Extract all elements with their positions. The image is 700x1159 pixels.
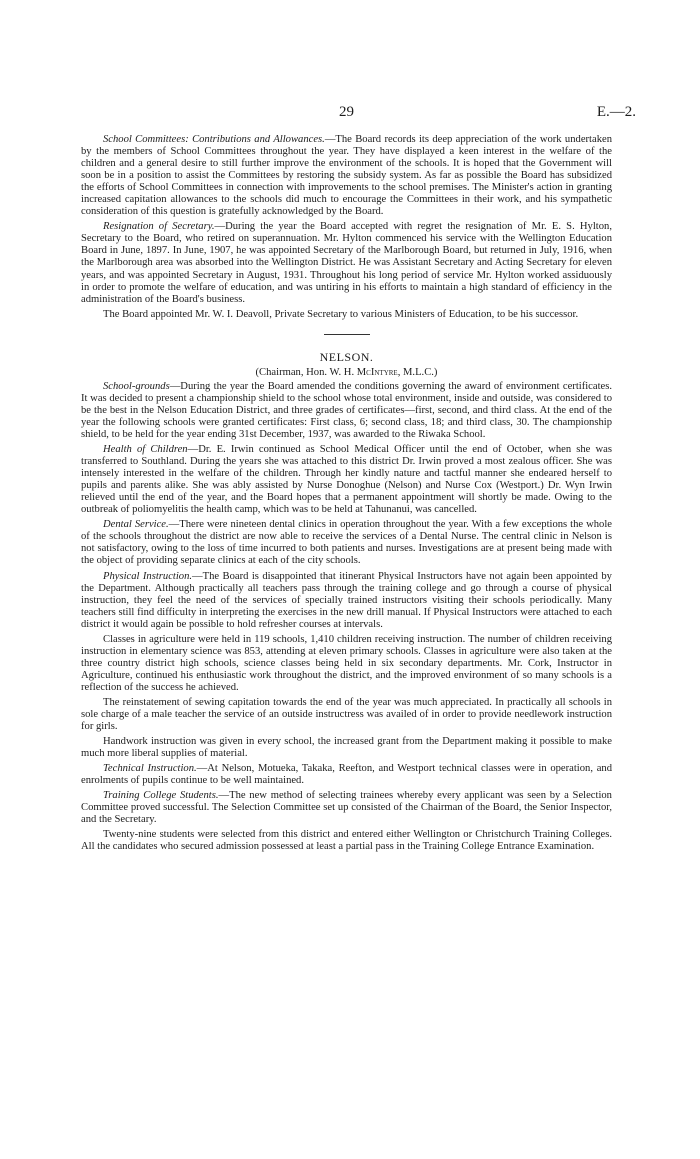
paragraph-handwork: [81, 736, 612, 760]
document-reference: E.—2.: [596, 104, 636, 120]
paragraph-dental: [81, 519, 612, 567]
paragraph-heading: School-grounds: [103, 380, 170, 392]
paragraph-health: [81, 444, 612, 516]
paragraph-school-grounds: [81, 381, 612, 441]
paragraph-sewing: [81, 697, 612, 733]
paragraph-technical: [81, 763, 612, 787]
paragraph-text: The reinstatement of sewing capitation towards the end of the year was much appreciated. In practically all schools in sole charge of a male teacher the service of an outside instructress was availed of in order to provide needlework instruction for girls.: [81, 696, 612, 733]
paragraph-text: The Board appointed Mr. W. I. Deavoll, Private Secretary to various Ministers of Education, to be his successor.: [103, 308, 579, 320]
paragraph-text: —There were nineteen dental clinics in operation throughout the year. With a few exceptions the whole of the schools throughout the district are now able to receive the services of a Dental Nurse. The central clinic in Nelson is not satisfactory, owing to the loss of time incurred to both patients and nurses. Investigations are at present being made with the object of providing separate clinics at each of the city schools.: [81, 519, 612, 567]
paragraph-text: Twenty-nine students were selected from this district and entered either Wellington or Christchurch Training Colleges. All the candidates who secured admission possessed at least a partial pass in the Training College Entrance Examination.: [81, 829, 612, 853]
paragraph-text: —Dr. E. Irwin continued as School Medical Officer until the end of October, when she was transferred to Southland. During the years she was attached to this district Dr. Irwin proved a most zealous officer. She was intensely interested in the welfare of the children. Through her kindly nature and tactful manner she endeared herself to pupils and parents alike. She was ably assisted by Nurse Donoghue (Nelson) and Nurse Cox (Westport.) Dr. Wyn Irwin relieved until the end of the year, and the Board hopes that a permanent appointment will shortly be made. Owing to the outbreak of poliomyelitis the health camp, which was to be held at Tahunanui, was cancelled.: [81, 444, 612, 516]
chairman-prefix: (Chairman, Hon. W. H.: [255, 366, 357, 378]
paragraph-text: —During the year the Board amended the conditions governing the award of environment certificates. It was decided to present a championship shield to the school whose total environment, inside and outside, was considered to be the best in the Nelson Education District, and three grades of certificates—first, second, and third class. At the end of the year the following schools were granted certificates: First class, 6; second class, 18; and third class, 30. The championship shield, to be held for the year ending 31st December, 1937, was awarded to the Riwaka School.: [81, 380, 612, 440]
paragraph-text: Handwork instruction was given in every school, the increased grant from the Department making it possible to make much more liberal supplies of material.: [81, 736, 612, 760]
paragraph-text: —The Board records its deep appreciation of the work undertaken by the members of School Committees throughout the year. They have displayed a keen interest in the welfare of the children and a general desire to still further improve the environment of the schools. It is hoped that the Government will soon be in a position to assist the Committees by restoring the subsidy system. As far as possible the Board has subsidized the efforts of School Committees in connection with improvements to the school premises. The Minister's action in granting increased capitation allowances to the schools did much to encourage the Committees in their work, and his sympathetic consideration of this question is gratefully acknowledged by the Board.: [81, 134, 612, 218]
paragraph-heading: Technical Instruction.: [103, 763, 197, 775]
paragraph-school-committees: [81, 134, 612, 218]
chairman-suffix: , M.L.C.): [397, 366, 438, 378]
section-title: NELSON.: [319, 349, 374, 364]
document-body: [81, 134, 612, 857]
paragraph-training-students: [81, 790, 612, 826]
paragraph-text: Classes in agriculture were held in 119 schools, 1,410 children receiving instruction. The number of children receiving instruction in elementary science was 853, attending at eleven primary schools. Classes in agriculture were also taken at the three country district high schools, science classes being held in six secondary departments. Mr. Cork, Instructor in Agriculture, continued his enthusiastic work throughout the district, and the improved environment of so many schools is a reflection of the success he achieved.: [81, 633, 612, 693]
paragraph-heading: Dental Service.: [103, 519, 169, 531]
paragraph-heading: Training College Students.: [103, 790, 219, 802]
paragraph-text: —The new method of selecting trainees whereby every applicant was seen by a Selection Committee proved successful. The Selection Committee set up consisted of the Chairman of the Board, the Senior Inspector, and the Secretary.: [81, 790, 612, 826]
section-divider: [324, 334, 370, 335]
chairman-name: McIntyre: [356, 366, 398, 378]
paragraph-resignation: [81, 221, 612, 305]
paragraph-successor: [81, 309, 612, 321]
paragraph-heading: School Committees: Contributions and Allowances.: [103, 134, 325, 145]
paragraph-physical: [81, 571, 612, 631]
paragraph-heading: Health of Children: [103, 444, 188, 456]
page-number: 29: [339, 104, 354, 120]
paragraph-agriculture: [81, 634, 612, 694]
paragraph-heading: Physical Instruction.: [103, 570, 193, 582]
paragraph-text: —At Nelson, Motueka, Takaka, Reefton, and Westport technical classes were in operation, and enrolments of pupils continue to be well maintained.: [81, 763, 613, 787]
paragraph-heading: Resignation of Secretary.: [103, 221, 215, 233]
paragraph-text: —During the year the Board accepted with regret the resignation of Mr. E. S. Hylton, Secretary to the Board, who retired on superannuation. Mr. Hylton commenced his service with the Wellington Education Board in June, 1897. In June, 1907, he was appointed Secretary of the Marlborough Board, but returned in July, 1916, when the Marlborough area was absorbed into the Wellington District. He was Assistant Secretary and Acting Secretary for eleven years, and was appointed Secretary in August, 1931. Throughout his long period of service Mr. Hylton worked assiduously in order to promote the welfare of education, and was untiring in his efforts to maintain a high standard of efficiency in the administration of the Board's business.: [81, 221, 612, 305]
chairman-line: [81, 367, 612, 379]
paragraph-selected-students: [81, 829, 612, 853]
paragraph-text: —The Board is disappointed that itinerant Physical Instructors have not again been appointed by the Department. Although practically all teachers pass through the training college and go through a course of physical instruction, they feel the need of the services of specially trained instructors visiting their schools periodically. Many teachers still find difficulty in interpreting the exercises in the new drill manual. If Physical Instructors were attached to each district it would again be possible to hold refresher courses at intervals.: [81, 570, 612, 630]
page-header: [0, 104, 700, 124]
